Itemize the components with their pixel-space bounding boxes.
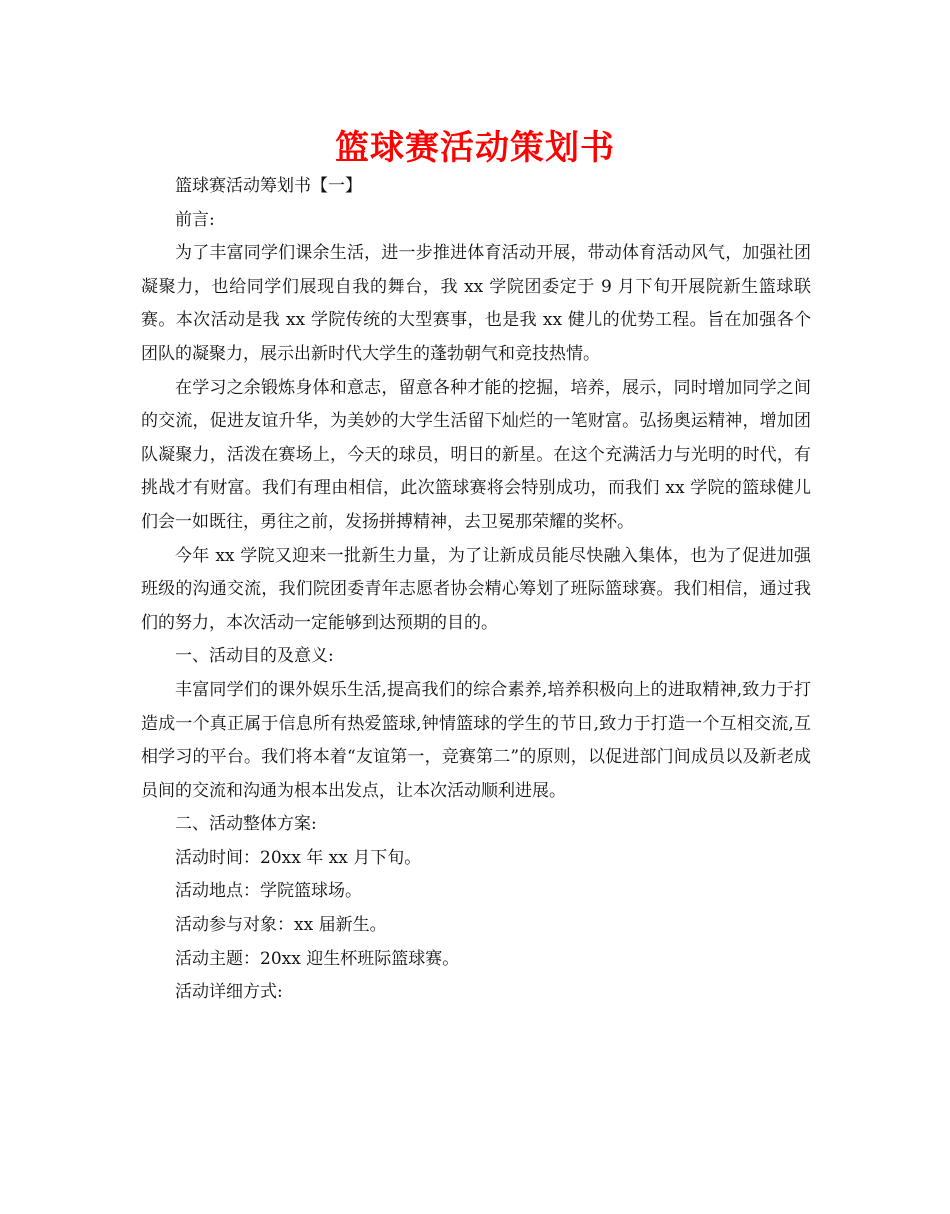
paragraph: 丰富同学们的课外娱乐生活,提高我们的综合素养,培养积极向上的进取精神,致力于打造成一个真正属于信息所有热爱篮球,钟情篮球的学生的节日,致力于打造一个互相交流,互相学习的平台。我们将本着“友谊第一，竞赛第二”的原则，以促进部门间成员以及新老成员间的交流和沟通为根本出发点，让本次活动顺利进展。 <box>141 679 811 801</box>
document-title: 篮球赛活动策划书 <box>335 128 615 168</box>
detail-line: 活动时间：20xx 年 xx 月下旬。 <box>175 847 422 868</box>
preface-heading: 前言: <box>175 209 215 230</box>
document-body <box>141 170 811 1010</box>
detail-line: 活动详细方式: <box>175 982 283 1003</box>
paragraph: 今年 xx 学院又迎来一批新生力量，为了让新成员能尽快融入集体，也为了促进加强班级的沟通交流，我们院团委青年志愿者协会精心筹划了班际篮球赛。我们相信，通过我们的努力，本次活动一定能够到达预期的目的。 <box>141 545 811 633</box>
section-heading: 二、活动整体方案: <box>175 814 317 835</box>
section-heading: 一、活动目的及意义: <box>175 646 334 667</box>
paragraph: 在学习之余锻炼身体和意志，留意各种才能的挖掘，培养，展示，同时增加同学之间的交流，促进友谊升华，为美妙的大学生活留下灿烂的一笔财富。弘扬奥运精神，增加团队凝聚力，活泼在赛场上，今天的球员，明日的新星。在这个充满活力与光明的时代，有挑战才有财富。我们有理由相信，此次篮球赛将会特别成功，而我们 xx 学院的篮球健儿们会一如既往，勇往之前，发扬拼搏精神，去卫冕那荣耀的奖杯。 <box>141 377 811 532</box>
detail-line: 活动主题：20xx 迎生杯班际篮球赛。 <box>175 948 460 969</box>
paragraph: 为了丰富同学们课余生活，进一步推进体育活动开展，带动体育活动风气，加强社团凝聚力，也给同学们展现自我的舞台，我 xx 学院团委定于 9 月下旬开展院新生篮球联赛。本次活动是我 xx 学院传统的大型赛事，也是我 xx 健儿的优势工程。旨在加强各个团队的凝聚力，展示出新时代大学生的蓬勃朝气和竞技热情。 <box>141 243 811 364</box>
detail-line: 活动地点：学院篮球场。 <box>175 881 362 902</box>
section-heading: 篮球赛活动筹划书【一】 <box>175 176 362 196</box>
detail-line: 活动参与对象：xx 届新生。 <box>175 915 387 936</box>
